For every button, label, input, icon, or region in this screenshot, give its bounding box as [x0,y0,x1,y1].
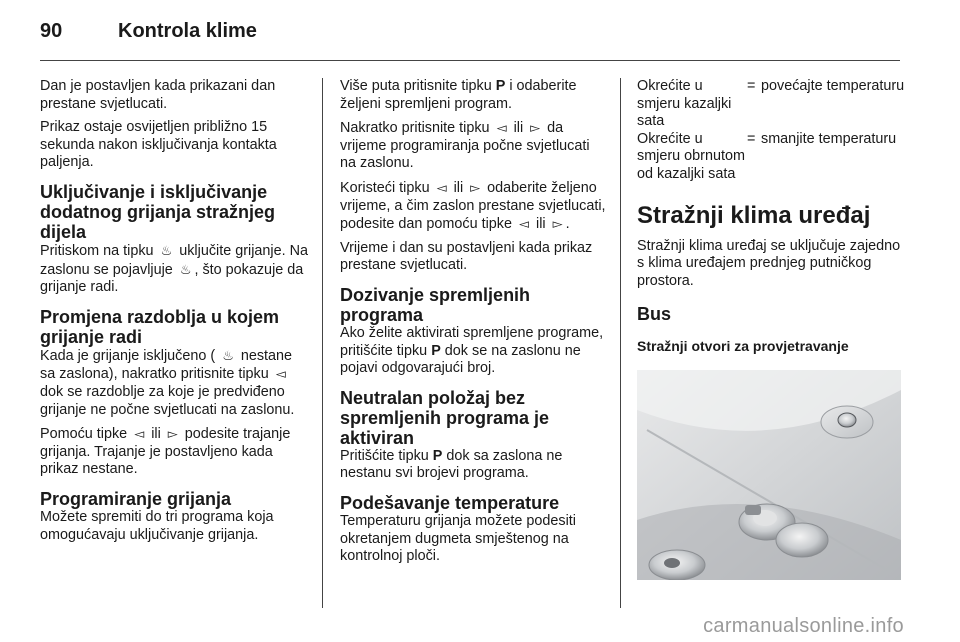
right-arrow-icon: ▻ [470,179,481,195]
column-divider-2 [620,78,621,608]
paragraph: Stražnji klima uređaj se uključuje zajedno s klima uređajem prednjeg putničkog prostora. [637,237,901,289]
heading-rear-ac: Stražnji klima uređaj [637,201,871,229]
key-p: P [432,447,443,464]
heading-bus: Bus [637,304,672,325]
paragraph: Prikaz ostaje osvijetljen približno 15 sekunda nakon isključivanja kontakta paljenja. [40,119,277,171]
paragraph: Pritišćite tipku P dok sa zaslona ne nestanu svi brojevi programa. [340,447,563,482]
paragraph: Dan je postavljen kada prikazani dan prestane svjetlucati. [40,78,276,112]
rear-vents-photo [637,370,901,580]
equals-sign: = [747,78,756,94]
heater-icon: ♨ [160,242,173,258]
table-row [637,131,904,184]
column-divider-1 [322,78,323,608]
left-arrow-icon: ◅ [436,179,447,195]
heading-on-off: Uključivanje i isključivanje dodatnog grijanja stražnjeg dijela [40,181,276,242]
paragraph: Više puta pritisnite tipku P i odaberite željeni spremljeni program. [340,78,577,112]
right-arrow-icon: ▻ [530,120,541,136]
heading-neutral: Neutralan položaj bez spremljenih programa je aktiviran [340,387,550,448]
paragraph: Ako želite aktivirati spremljene programe, pritišćite tipku P dok se na zaslonu ne pojavi odgovarajući broj. [340,324,604,377]
equals-sign: = [747,130,756,147]
left-arrow-icon: ◅ [275,366,286,382]
ceiling-vents-illustration [637,370,901,580]
paragraph: Pritiskom na tipku ♨ uključite grijanje. Na zaslonu se pojavljuje ♨ , što pokazuje da grijanje radi. [40,242,309,296]
column-3 [637,78,905,580]
right-arrow-icon: ▻ [552,216,563,232]
heading-programming: Programiranje grijanja [40,488,232,509]
turn-result: smanjite temperaturu [761,130,897,147]
key-p: P [431,342,441,359]
heater-icon: ♨ [222,347,234,363]
column-2 [340,78,608,572]
paragraph: Kada je grijanje isključeno ( ♨ nestane sa zaslona), nakratko pritisnite tipku ◅ dok se razdoblje za koje je predviđeno grijanje ne počne svjetlucati na zaslonu. [40,347,295,418]
heater-icon: ♨ [179,261,192,277]
paragraph: Vrijeme i dan su postavljeni kada prikaz prestane svjetlucati. [340,239,593,274]
heading-temperature: Podešavanje temperature [340,492,560,513]
page-number: 90 [40,20,63,42]
heading-recall: Dozivanje spremljenih programa [340,284,531,325]
paragraph: Pomoću tipke ◅ ili ▻ podesite trajanje grijanja. Trajanje je postavljeno kada prikaz nestane. [40,426,291,478]
left-arrow-icon: ◅ [134,426,145,442]
page-header [40,20,257,52]
paragraph: Koristeći tipku ◅ ili ▻ odaberite željeno vrijeme, a čim zaslon prestane svjetlucati, podesite dan pomoću tipke ◅ ili ▻ . [340,179,606,233]
turn-table [637,78,904,184]
right-arrow-icon: ▻ [167,426,178,442]
heading-rear-vents: Stražnji otvori za provjetravanje [637,338,849,355]
heading-period: Promjena razdoblja u kojem grijanje radi [40,306,280,347]
header-rule [40,60,900,61]
paragraph: Temperaturu grijanja možete podesiti okretanjem dugmeta smještenog na kontrolnoj ploči. [340,512,576,565]
table-row [637,78,904,131]
turn-action: Okrećite u smjeru kazaljki sata [637,78,732,130]
turn-action: Okrećite u smjeru obrnutom od kazaljki sata [637,130,745,182]
key-p: P [495,78,506,94]
paragraph: Nakratko pritisnite tipku ◅ ili ▻ da vrijeme programiranja počne svjetlucati na zaslonu. [340,120,590,172]
turn-result: povećajte temperaturu [761,78,905,94]
column-1 [40,78,308,550]
page-title: Kontrola klime [118,20,257,42]
paragraph: Možete spremiti do tri programa koja omogućavaju uključivanje grijanja. [40,508,274,543]
left-arrow-icon: ◅ [496,120,507,136]
watermark: carmanualsonline.info [703,615,904,637]
left-arrow-icon: ◅ [519,216,530,232]
